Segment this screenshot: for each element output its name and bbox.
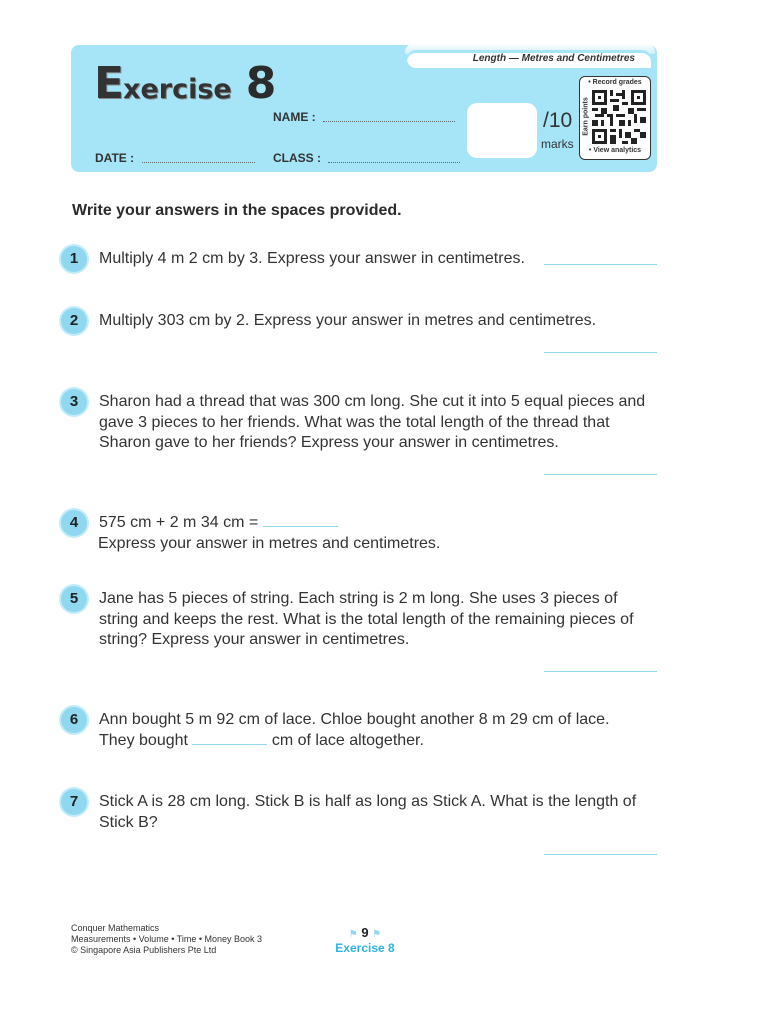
- score-field[interactable]: [467, 103, 537, 158]
- qr-view-analytics-label: • View analytics: [588, 147, 642, 154]
- book-title: Measurements • Volume • Time • Money Book 3: [71, 934, 263, 944]
- exercise-title-rest: xercise: [123, 74, 232, 105]
- book-credits: [71, 923, 262, 956]
- question-5-text: Jane has 5 pieces of string. Each string is 2 m long. She uses 3 pieces of string and keeps the rest. What is the total length of the remaining pieces of string? Express your answer in centimetres.: [99, 590, 634, 648]
- question-number-badge: 1: [61, 246, 87, 272]
- question-3-text: Sharon had a thread that was 300 cm long. She cut it into 5 equal pieces and gave 3 pieces to her friends. What was the total length of the thread that Sharon gave to her friends? Express your answer in centimetres.: [99, 393, 646, 451]
- question-6-fill-in: [99, 731, 664, 752]
- question-2-text: Multiply 303 cm by 2. Express your answer in metres and centimetres.: [99, 312, 597, 329]
- exercise-title-initial: E: [94, 58, 124, 109]
- question-6-pre-blank: They bought: [99, 732, 188, 749]
- question-4-answer-blank[interactable]: [263, 525, 338, 527]
- qr-code-icon: [592, 89, 646, 145]
- exercise-title: [94, 58, 276, 109]
- page-number-value: 9: [361, 925, 369, 940]
- date-label: DATE :: [95, 151, 135, 165]
- flag-right-icon: ⚑: [372, 929, 382, 940]
- page-number: [340, 925, 390, 940]
- score-total: /10: [543, 109, 573, 132]
- question-number-badge: 4: [61, 510, 87, 536]
- question-2-answer-line[interactable]: [544, 351, 657, 353]
- question-7-answer-line[interactable]: [544, 853, 657, 855]
- class-field[interactable]: [328, 161, 460, 163]
- question-7-text: Stick A is 28 cm long. Stick B is half as long as Stick A. What is the length of Stick B?: [99, 793, 637, 831]
- qr-record-grades-label: • Record grades: [588, 79, 642, 86]
- footer-exercise-label: Exercise 8: [335, 941, 395, 955]
- question-6-post-blank: cm of lace altogether.: [271, 732, 424, 749]
- question-1-text: Multiply 4 m 2 cm by 3. Express your answer in centimetres.: [99, 250, 525, 267]
- name-label: NAME :: [273, 110, 316, 124]
- question-3-answer-line[interactable]: [544, 473, 657, 475]
- score-unit: marks: [541, 137, 574, 151]
- question-number-badge: 5: [61, 586, 87, 612]
- topic-title: Length — Metres and Centimetres: [472, 53, 635, 64]
- question-number-badge: 6: [61, 707, 87, 733]
- question-number-badge: 7: [61, 789, 87, 815]
- question-number-badge: 3: [61, 389, 87, 415]
- question-number-badge: 2: [61, 308, 87, 334]
- question-4-text: [99, 513, 664, 534]
- copyright: © Singapore Asia Publishers Pte Ltd: [71, 945, 217, 955]
- question-1-answer-line[interactable]: [544, 263, 657, 265]
- question-4-equation: 575 cm + 2 m 34 cm =: [99, 514, 259, 531]
- flag-left-icon: ⚑: [348, 929, 358, 940]
- name-field[interactable]: [323, 120, 455, 122]
- qr-card[interactable]: [579, 76, 651, 160]
- date-field[interactable]: [142, 161, 255, 163]
- exercise-number: 8: [245, 58, 277, 109]
- question-6-text: Ann bought 5 m 92 cm of lace. Chloe bought another 8 m 29 cm of lace.: [99, 711, 610, 728]
- question-4-instruction: Express your answer in metres and centimetres.: [98, 535, 441, 552]
- class-label: CLASS :: [273, 151, 321, 165]
- question-6-answer-blank[interactable]: [192, 743, 267, 745]
- qr-earn-points-label: Earn points: [582, 97, 590, 136]
- instructions: Write your answers in the spaces provided.: [72, 202, 402, 219]
- question-5-answer-line[interactable]: [544, 670, 657, 672]
- book-series: Conquer Mathematics: [71, 923, 160, 933]
